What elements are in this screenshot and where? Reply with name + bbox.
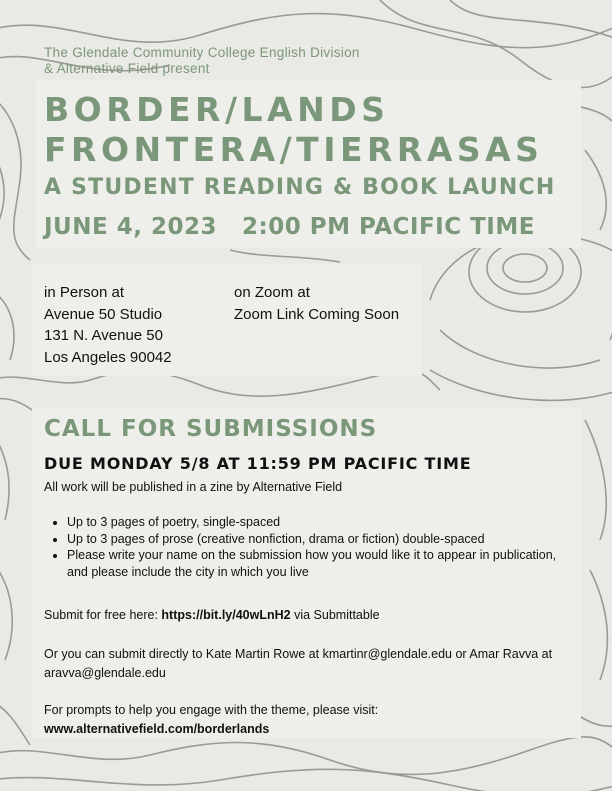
venue-street: 131 N. Avenue 50 — [44, 327, 163, 344]
prompts-text: For prompts to help you engage with the theme, please visit: — [44, 703, 379, 717]
submittable-link[interactable]: https://bit.ly/40wLnH2 — [161, 608, 291, 622]
venue-name: Avenue 50 Studio — [44, 305, 163, 323]
event-title-line-1: BORDER/LANDS — [44, 90, 390, 129]
in-person-label: in Person at — [44, 284, 125, 301]
zoom-label: on Zoom at — [234, 284, 310, 301]
event-date: JUNE 4, 2023 — [44, 214, 217, 240]
zoom-link-text: Zoom Link Coming Soon — [234, 305, 400, 323]
direct-submission-text: Or you can submit directly to Kate Martin Rowe at kmartinr@glendale.edu or Amar Ravva at aravva@glendale.edu — [44, 647, 553, 680]
submission-guidelines — [48, 514, 567, 580]
venue-city: Los Angeles 90042 — [44, 348, 172, 366]
submit-suffix: via Submittable — [290, 608, 380, 622]
guideline-item: • Up to 3 pages of prose (creative nonfiction, drama or fiction) double-spaced — [67, 531, 567, 548]
in-person-venue — [44, 282, 172, 368]
prompts-block — [44, 701, 378, 739]
guideline-item: • Up to 3 pages of poetry, single-spaced — [67, 514, 567, 531]
submission-deadline: DUE MONDAY 5/8 AT 11:59 PM PACIFIC TIME — [44, 454, 472, 473]
zoom-venue — [234, 282, 399, 325]
submissions-heading: CALL FOR SUBMISSIONS — [44, 416, 378, 442]
presenter-line-2: & Alternative Field present — [44, 61, 210, 76]
event-subtitle: A STUDENT READING & BOOK LAUNCH — [44, 175, 556, 200]
event-title-line-2: FRONTERA/TIERRASAS — [44, 130, 544, 169]
submit-line — [44, 606, 380, 625]
event-time: 2:00 PM PACIFIC TIME — [242, 214, 535, 240]
presenter-line-1: The Glendale Community College English Division — [44, 45, 360, 60]
prompts-link[interactable]: www.alternativefield.com/borderlands — [44, 722, 270, 736]
submit-prefix: Submit for free here: — [44, 608, 162, 622]
guideline-item: • Please write your name on the submission how you would like it to appear in publication, and please include the city in which you live — [67, 547, 567, 580]
zine-note: All work will be published in a zine by Alternative Field — [44, 480, 343, 494]
